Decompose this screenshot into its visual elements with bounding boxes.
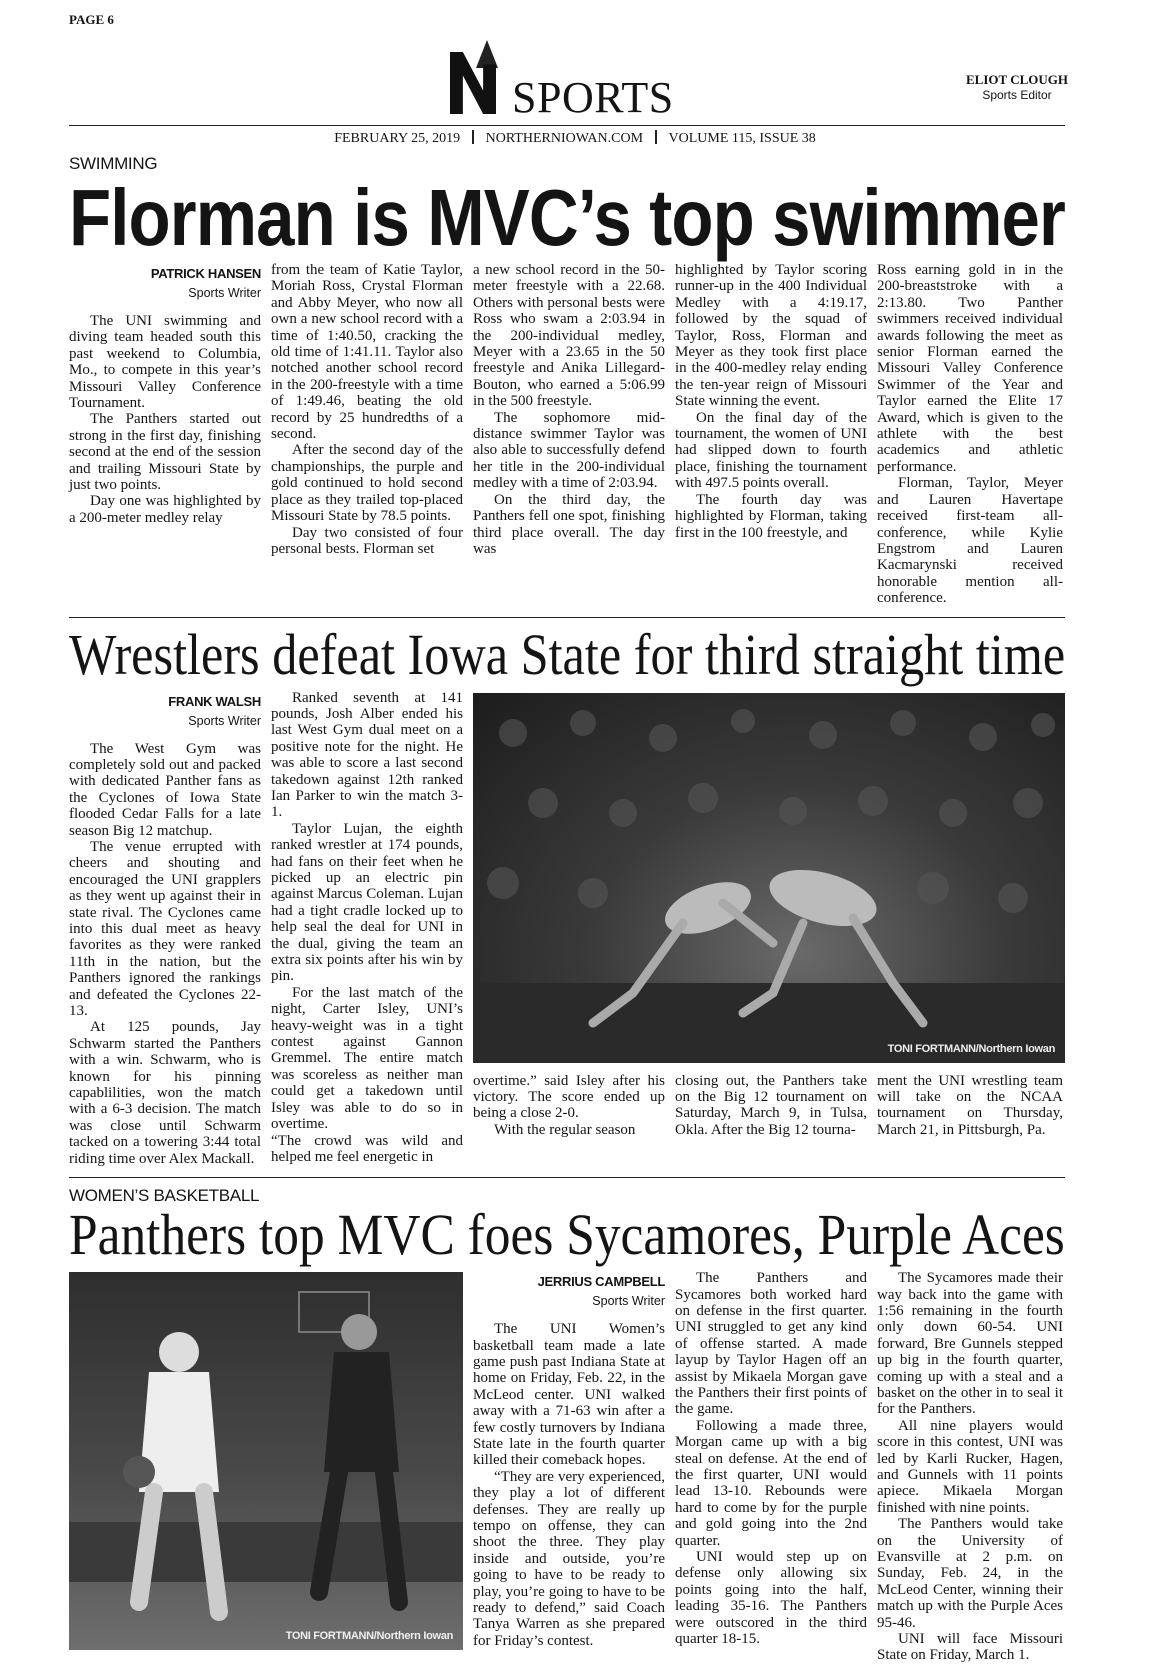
swimming-headline: Florman is MVC’s top swimmer (69, 173, 1065, 262)
swimming-column-3 (473, 262, 665, 557)
article-paragraph: For the last match of the night, Carter Isley, UNI’s heavy-weight was in a tight contest against Gannon Gremmel. The entire match was scoreless as neither man could get a takedown until Isley was able to do so in overtime. (271, 984, 463, 1133)
basketball-headline: Panthers top MVC foes Sycamores, Purple Aces (69, 1202, 1065, 1268)
article-paragraph: highlighted by Taylor scoring runner-up in the 400 Individual Medley with a 4:19.17, followed by the squad of Taylor, Ross, Florman and Meyer as they took first place in the 400-medley relay ending the ten-year reign of Missouri State winning the event. (675, 262, 867, 410)
byline-role: Sports Writer (188, 286, 261, 300)
wrestling-column-1 (69, 690, 261, 1168)
masthead-rule (69, 125, 1065, 126)
wrestling-article (69, 621, 1066, 1168)
section-rule (69, 617, 1065, 618)
article-paragraph: “The crowd was wild and helped me feel energetic in (271, 1132, 463, 1165)
byline-role: Sports Writer (188, 713, 261, 728)
basketball-players-image-icon (69, 1272, 463, 1650)
editor-role: Sports Editor (982, 88, 1052, 102)
byline (473, 1274, 665, 1309)
article-paragraph: All nine players would score in this contest, UNI was led by Karli Rucker, Hagen, and Gunnels with 11 points apiece. Mikaela Morgan finished with nine points. (877, 1417, 1063, 1516)
article-paragraph: UNI would step up on defense only allowing six points going into the half, leading 35-16. The Panthers were outscored in the third quarter 18-15. (675, 1549, 867, 1648)
swimming-column-4 (675, 262, 867, 541)
volume-issue: VOLUME 115, ISSUE 38 (668, 131, 816, 146)
basketball-column-3 (877, 1270, 1063, 1664)
byline-author: PATRICK HANSEN (150, 266, 261, 281)
basketball-photo (69, 1272, 463, 1650)
wrestling-column-2 (271, 690, 463, 1166)
basketball-column-2 (675, 1270, 867, 1647)
divider (472, 130, 474, 144)
sports-editor (966, 72, 1068, 102)
wrestlers-image-icon (473, 693, 1065, 1063)
swimming-column-1 (69, 262, 261, 526)
article-paragraph: a new school record in the 50-meter freestyle with a 22.68. Others with personal bests were Ross who swam a 2:03.94 in the 200-individual medley, Meyer with a 23.65 in the 50 freestyle and Anika Lillegard-Bouton, who earned a 5:06.99 in the 500 freestyle. (473, 262, 665, 410)
article-paragraph: The fourth day was highlighted by Florman, taking first in the 100 freestyle, and (675, 491, 867, 541)
wrestling-photo (473, 693, 1065, 1063)
swimming-kicker: SWIMMING (69, 154, 158, 173)
logo-arrow-icon (476, 40, 498, 68)
article-paragraph: Florman, Taylor, Meyer and Lauren Havertape received first-team all-conference, while Kylie Engstrom and Lauren Kacmarynski received honorable mention all-conference. (877, 475, 1063, 607)
article-paragraph: The Panthers started out strong in the first day, finishing second at the end of the session and trailing Missouri State by just two points. (69, 411, 261, 494)
article-paragraph: from the team of Katie Taylor, Moriah Ross, Crystal Florman and Abby Meyer, who now all own a new school record with a time of 1:40.50, cracking the old time of 1:41.11. Taylor also notched another school record in the 200-freestyle with a time of 1:49.46, beating the old record by 25 hundredths of a second. (271, 262, 463, 443)
article-paragraph: The Sycamores made their way back into the game with 1:56 remaining in the fourth only down 60-54. UNI forward, Bre Gunnels stepped up big in the fourth quarter, coming up with a steal and a basket on the other in to seal it for the Panthers. (877, 1270, 1063, 1418)
byline-author: FRANK WALSH (168, 693, 261, 709)
page-body (69, 154, 1065, 1664)
article-paragraph: On the final day of the tournament, the women of UNI had slipped down to fourth place, finishing the tournament with 497.5 points overall. (675, 409, 867, 492)
divider (655, 130, 657, 144)
article-paragraph: After the second day of the championships, the purple and gold continued to hold second place as they trailed top-placed Missouri State by 78.5 points. (271, 442, 463, 525)
article-paragraph: The Panthers would take on the University of Evansville at 2 p.m. on Sunday, Feb. 24, in the McLeod Center, winning their match up with the Purple Aces 95-46. (877, 1516, 1063, 1631)
wrestling-column-5 (877, 1073, 1063, 1139)
article-paragraph: The UNI Women’s basketball team made a late game push past Indiana State at home on Friday, Feb. 22, in the McLeod center. UNI walked away with a 71-63 win after a few costly turnovers by Indiana State late in the fourth quarter killed their comeback hopes. (473, 1321, 665, 1469)
article-paragraph: ment the UNI wrestling team will take on the NCAA tournament on Thursday, March 21, in Pittsburgh, Pa. (877, 1072, 1063, 1138)
swimming-column-5 (877, 262, 1063, 607)
article-paragraph: overtime.” said Isley after his victory. The score ended up being a close 2-0. (473, 1072, 665, 1122)
swimming-column-2 (271, 262, 463, 557)
photo-credit: TONI FORTMANN/Northern Iowan (887, 1042, 1055, 1055)
section-name: SPORTS (512, 73, 674, 122)
basketball-column-1 (473, 1270, 665, 1649)
article-paragraph: Day one was highlighted by a 200-meter medley relay (69, 493, 261, 526)
article-paragraph: The Panthers and Sycamores both worked hard on defense in the first quarter. UNI struggled to get any kind of offense started. A made layup by Taylor Hagen off an assist by Mikaela Morgan gave the Panthers their first points of the game. (675, 1270, 867, 1418)
article-paragraph: The sophomore mid-distance swimmer Taylor was also able to successfully defend her title in the 200-individual medley with a time of 2:03.94. (473, 409, 665, 492)
swimming-article (69, 154, 1065, 607)
article-paragraph: “They are very experienced, they play a lot of different defenses. They are really up tempo on offense, they can shoot the three. They play inside and outside, you’re going to have to be ready to play, you’re going to have to be ready to defend,” said Coach Tanya Warren as she prepared for Friday’s contest. (473, 1468, 665, 1649)
byline (69, 694, 261, 729)
article-paragraph: closing out, the Panthers take on the Big 12 tournament on Saturday, March 9, in Tulsa, Okla. After the Big 12 tourna- (675, 1072, 867, 1138)
wrestling-headline: Wrestlers defeat Iowa State for third straight time (69, 621, 1066, 687)
basketball-article (69, 1186, 1065, 1664)
article-paragraph: With the regular season (494, 1121, 636, 1138)
article-paragraph: Day two consisted of four personal bests. Florman set (271, 524, 463, 557)
wrestling-photo-block (473, 690, 1065, 1139)
sports-section-logo (440, 40, 690, 120)
article-paragraph: Taylor Lujan, the eighth ranked wrestler at 174 pounds, had fans on their feet when he picked up an electric pin against Marcus Coleman. Lujan had a tight cradle locked up to help seal the deal for UNI in the dual, giving the team an extra six points after his win by pin. (271, 820, 463, 985)
byline-author: JERRIUS CAMPBELL (537, 1274, 665, 1290)
website[interactable]: NORTHERNIOWAN.COM (485, 131, 644, 146)
article-paragraph: The West Gym was completely sold out and packed with dedicated Panther fans as the Cyclones of Iowa State flooded Cedar Falls for a late season Big 12 matchup. (69, 740, 261, 839)
section-rule (69, 1177, 1065, 1178)
article-paragraph: Following a made three, Morgan came up with a big steal on defense. At the end of the first quarter, UNI would lead 13-10. Rebounds were hard to come by for the purple and gold going into the 2nd quarter. (675, 1417, 867, 1549)
wrestling-column-3 (473, 1073, 665, 1139)
article-paragraph: On the third day, the Panthers fell one spot, finishing third place overall. The day was (473, 491, 665, 557)
byline-role: Sports Writer (592, 1294, 665, 1309)
article-paragraph: UNI will face Missouri State on Friday, March 1. (877, 1631, 1063, 1664)
photo-credit: TONI FORTMANN/Northern Iowan (285, 1630, 453, 1643)
article-paragraph: The UNI swimming and diving team headed south this past weekend to Columbia, Mo., to compete in this year’s Missouri Valley Conference Tournament. (69, 313, 261, 412)
article-paragraph: Ranked seventh at 141 pounds, Josh Alber ended his last West Gym dual meet on a positive note for the night. He was able to score a last second takedown against 12th ranked Ian Parker to win the match 3-1. (271, 689, 463, 821)
dateline (0, 130, 1150, 147)
byline (69, 266, 261, 301)
issue-date: FEBRUARY 25, 2019 (334, 131, 461, 146)
article-paragraph: At 125 pounds, Jay Schwarm started the Panthers with a win. Schwarm, who is known for his pinning capablilities, won the match with a 6-3 decision. The match was close until Schwarm tacked on a towering 3:44 total riding time over Alex Mackall. (69, 1019, 261, 1167)
editor-name: ELIOT CLOUGH (966, 72, 1068, 87)
article-paragraph: The venue errupted with cheers and shouting and encouraged the UNI grapplers as they went up against their in state rival. The Cyclones came into this dual meet as heavy favorites as they were ranked 11th in the nation, but the Panthers ignored the rankings and defeated the Cyclones 22-13. (69, 838, 261, 1020)
article-paragraph: Ross earning gold in in the 200-breaststroke with a 2:13.80. Two Panther swimmers received individual awards following the meet as senior Florman earned the Missouri Valley Conference Swimmer of the Year and Taylor earned the Elite 17 Award, which is given to the athlete with the best academics and athletic performance. (877, 262, 1063, 475)
basketball-kicker: WOMEN’S BASKETBALL (69, 1186, 260, 1206)
page-number: PAGE 6 (69, 12, 114, 27)
wrestling-column-4 (675, 1073, 867, 1139)
